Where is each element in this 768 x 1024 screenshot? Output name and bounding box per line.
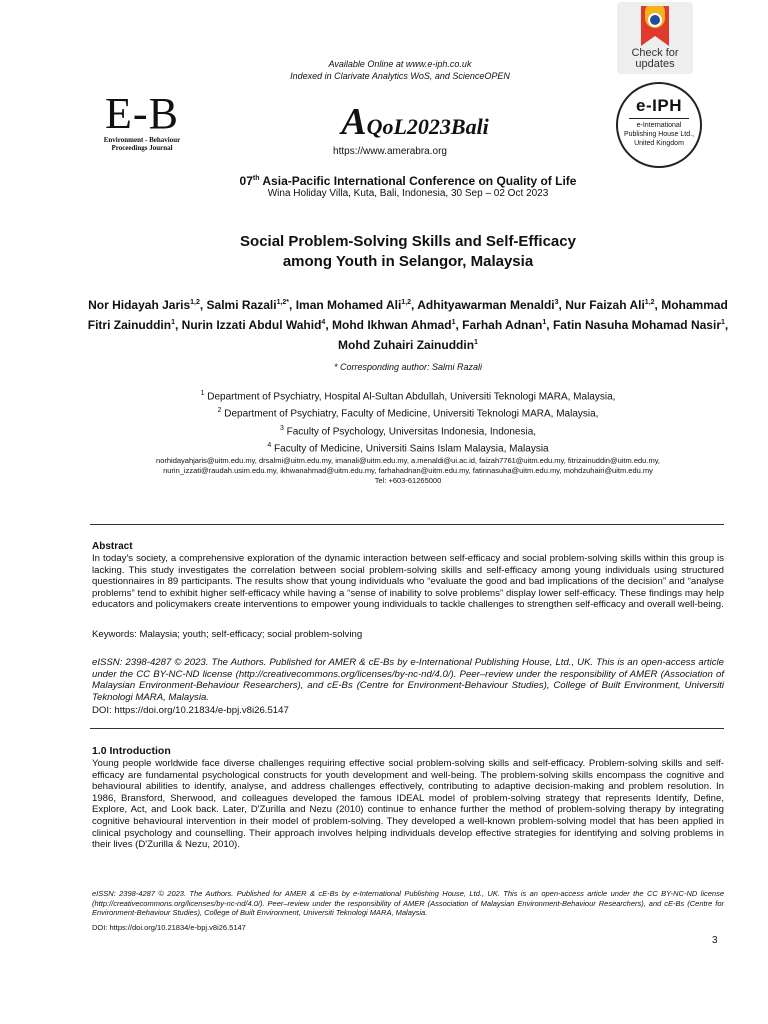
author-affiliation-marker: 1,2 [644,299,655,306]
eb-logo-letters: E-B [105,89,179,138]
author-separator: , [455,318,463,332]
aqol-url[interactable]: https://www.amerabra.org [333,146,447,157]
author-separator: , [546,318,553,332]
author-emails [90,456,726,486]
author-name: Nor Hidayah Jaris [88,298,191,312]
indexed-text: Indexed in Clarivate Analytics WoS, and ScienceOPEN [290,71,510,81]
author-affiliation-marker: 1,2 [401,299,412,306]
author-affiliation-marker: 1 [171,319,175,326]
author-affiliation-marker: 1 [451,319,456,326]
author-separator: , [411,298,418,312]
eiph-line1: e-International [636,122,682,129]
aqol-logo-text: QoL2023Bali [366,114,489,139]
affiliation-text: Faculty of Medicine, Universiti Sains Islam Malaysia, Malaysia [271,443,549,455]
affiliation-marker: 1 [200,390,205,397]
paper-title [0,232,768,272]
affiliation-text: Department of Psychiatry, Faculty of Medicine, Universiti Teknologi MARA, Malaysia, [221,408,599,420]
abstract-heading: Abstract [92,541,133,552]
eiph-line3: United Kingdom [634,140,684,147]
author-list [80,294,736,354]
check-for-updates-label [617,48,693,70]
author-separator: , [199,298,207,312]
paper-title-line1: Social Problem-Solving Skills and Self-Efficacy [240,233,576,250]
check-for-updates-badge[interactable] [617,2,693,74]
affiliations [0,387,768,456]
introduction-text: Young people worldwide face diverse challenges requiring effective social problem-solving skills and self-efficacy. Problem-solving skills and self-efficacy are fundamental psychological constructs for youth development and well-being. The problem-solving skills encompass the cognitive and behavioural abilities to identify, analyse, and address challenges effectively, contributing to adaptive decision-making and problem resolution. In 1986, Bransford, Sherwood, and colleagues developed the famous IDEAL model of problem-solving strategy that represents Identify, Define, Explore, Act, and Look back. Later, D'Zurilla and Nezu (2010) continue to enhance further the method of problem-solving therapy by integrating cognitive behavioural intervention in their model of problem-solving. They developed a well-known problem-solving model that has been applied in clinical psychology and counselling. Their approach involves helping individuals develop effective strategies for identifying and solving problems in their lives (D'Zurilla & Nezu, 2010). [92,758,724,851]
footer-license: eISSN: 2398-4287 © 2023. The Authors. Published for AMER & cE-Bs by e-International Publishing House, Ltd., UK. This is an open-access article under the CC BY-NC-ND license (http://creativecommons.org/licenses/by-nc-nd/4.0/). Peer–review under the responsibility of AMER (Association of Malaysian Environment-Behaviour Researchers), and cE-Bs (Centre for Environment-Behaviour Studies), College of Built Environment, Universiti Teknologi MARA, Malaysia. [92,889,724,918]
eiph-logo [616,82,702,168]
conference-ordinal-suffix: th [252,175,260,182]
author-separator: , [558,298,566,312]
affiliation-item [0,387,768,404]
author-name: Iman Mohamed Ali [295,298,402,312]
author-name: Adhityawarman Menaldi [417,298,555,312]
author-separator: , [724,318,729,332]
affiliation-item [0,439,768,456]
corresponding-author: * Corresponding author: Salmi Razali [333,362,483,372]
author-affiliation-marker: 1 [474,339,478,346]
introduction-heading: 1.0 Introduction [92,745,171,757]
author-name: Mohd Ikhwan Ahmad [332,318,452,332]
affiliation-marker: 3 [279,424,284,432]
author-separator: , [174,318,182,332]
affiliation-text: Faculty of Psychology, Universitas Indonesia, Indonesia, [283,425,537,437]
affiliation-marker: 4 [267,441,272,449]
divider-top [90,524,724,525]
author-separator: , [654,298,662,312]
affiliation-marker: 2 [217,407,222,415]
author-affiliation-marker: 3 [554,299,559,306]
author-affiliation-marker: 1 [542,319,547,326]
affiliation-item [0,404,768,421]
aqol-logo [290,100,540,144]
conference-venue: Wina Holiday Villa, Kuta, Bali, Indonesia, 30 Sep – 02 Oct 2023 [267,188,549,199]
eb-journal-logo [92,89,192,152]
bookmark-ribbon-icon [635,6,675,50]
telephone: Tel: +603-61265000 [374,476,442,485]
author-affiliation-marker: 1 [721,319,725,326]
conference-name [0,172,768,188]
conference-ordinal: 07 [239,174,253,188]
affiliation-text: Department of Psychiatry, Hospital Al-Sultan Abdullah, Universiti Teknologi MARA, Malaysia, [204,391,616,403]
emails-line1: norhidayahjaris@uitm.edu.my, drsalmi@uitm.edu.my, imanali@uitm.edu.my, a.menaldi@ui.ac.id, faizah7761@uitm.edu.my, fitrizainuddin@uitm.edu.my, [156,456,660,465]
abstract-text: In today's society, a comprehensive exploration of the dynamic interaction between self-efficacy and social problem-solving skills within this group is lacking. This study investigates the correlation between social problem-solving skills and self-efficacy among young individuals using structured questionnaires in 89 participants. The results show that young individuals who “evaluate the good and bad implications of the decision” and “analyse problems” tend to exhibit higher self-efficacy while having a “sense of inability to solve problems” display lower self-efficacy. These findings may help educators and policymakers create interventions to empower young individuals to tackle challenges to strengthen self-efficacy and overall well-being. [92,553,724,611]
eb-logo-line1: Environment - Behaviour [103,136,181,144]
author-affiliation-marker: 1,2* [276,299,290,306]
aqol-logo-a: A [341,101,367,143]
author-name: Salmi Razali [206,298,277,312]
conference-title: Asia-Pacific International Conference on Quality of Life [259,174,577,188]
check-for-updates-text: Check for updates [631,47,679,70]
doi-link[interactable]: DOI: https://doi.org/10.21834/e-bpj.v8i26.5147 [92,705,289,716]
author-name: Fatin Nasuha Mohamad Nasir [552,318,721,332]
license-text: eISSN: 2398-4287 © 2023. The Authors. Published for AMER & cE-Bs by e-International Publishing House, Ltd., UK. This is an open-access article under the CC BY-NC-ND license (http://creativecommons.org/licenses/by-nc-nd/4.0/). Peer–review under the responsibility of AMER (Association of Malaysian Environment-Behaviour Researchers), and cE-Bs (Centre for Environment-Behaviour Studies), College of Built Environment, Universiti Teknologi MARA, Malaysia. [92,657,724,703]
divider-bottom [90,728,724,729]
eb-logo-line2: Proceedings Journal [111,144,173,152]
author-separator: , [289,298,296,312]
available-online-text: Available Online at www.e-iph.co.uk [328,59,472,69]
footer-doi[interactable]: DOI: https://doi.org/10.21834/e-bpj.v8i26.5147 [92,923,246,932]
author-name: Farhah Adnan [462,318,543,332]
eiph-divider [629,118,689,119]
author-name: Mohd Zuhairi Zainuddin [338,338,475,352]
author-name: Nurin Izzati Abdul Wahid [181,318,322,332]
author-affiliation-marker: 1,2 [190,299,200,306]
author-name: Nur Faizah Ali [565,298,645,312]
author-separator: , [325,318,332,332]
page-number: 3 [712,935,718,946]
author-name: Mohammad Fitri Zainuddin [87,298,728,332]
emails-line2: nurin_izzati@raudah.usim.edu.my, ikhwanahmad@uitm.edu.my, farhahadnan@uitm.edu.my, fatinnasuha@uitm.edu.my, mohdzuhairi@uitm.edu.my [163,466,653,475]
keywords: Keywords: Malaysia; youth; self-efficacy; social problem-solving [92,629,363,640]
paper-title-line2: among Youth in Selangor, Malaysia [282,253,534,270]
affiliation-item [0,422,768,439]
eiph-line2: Publishing House Ltd., [623,131,695,138]
eiph-title: e-IPH [636,96,682,115]
author-affiliation-marker: 4 [321,319,326,326]
